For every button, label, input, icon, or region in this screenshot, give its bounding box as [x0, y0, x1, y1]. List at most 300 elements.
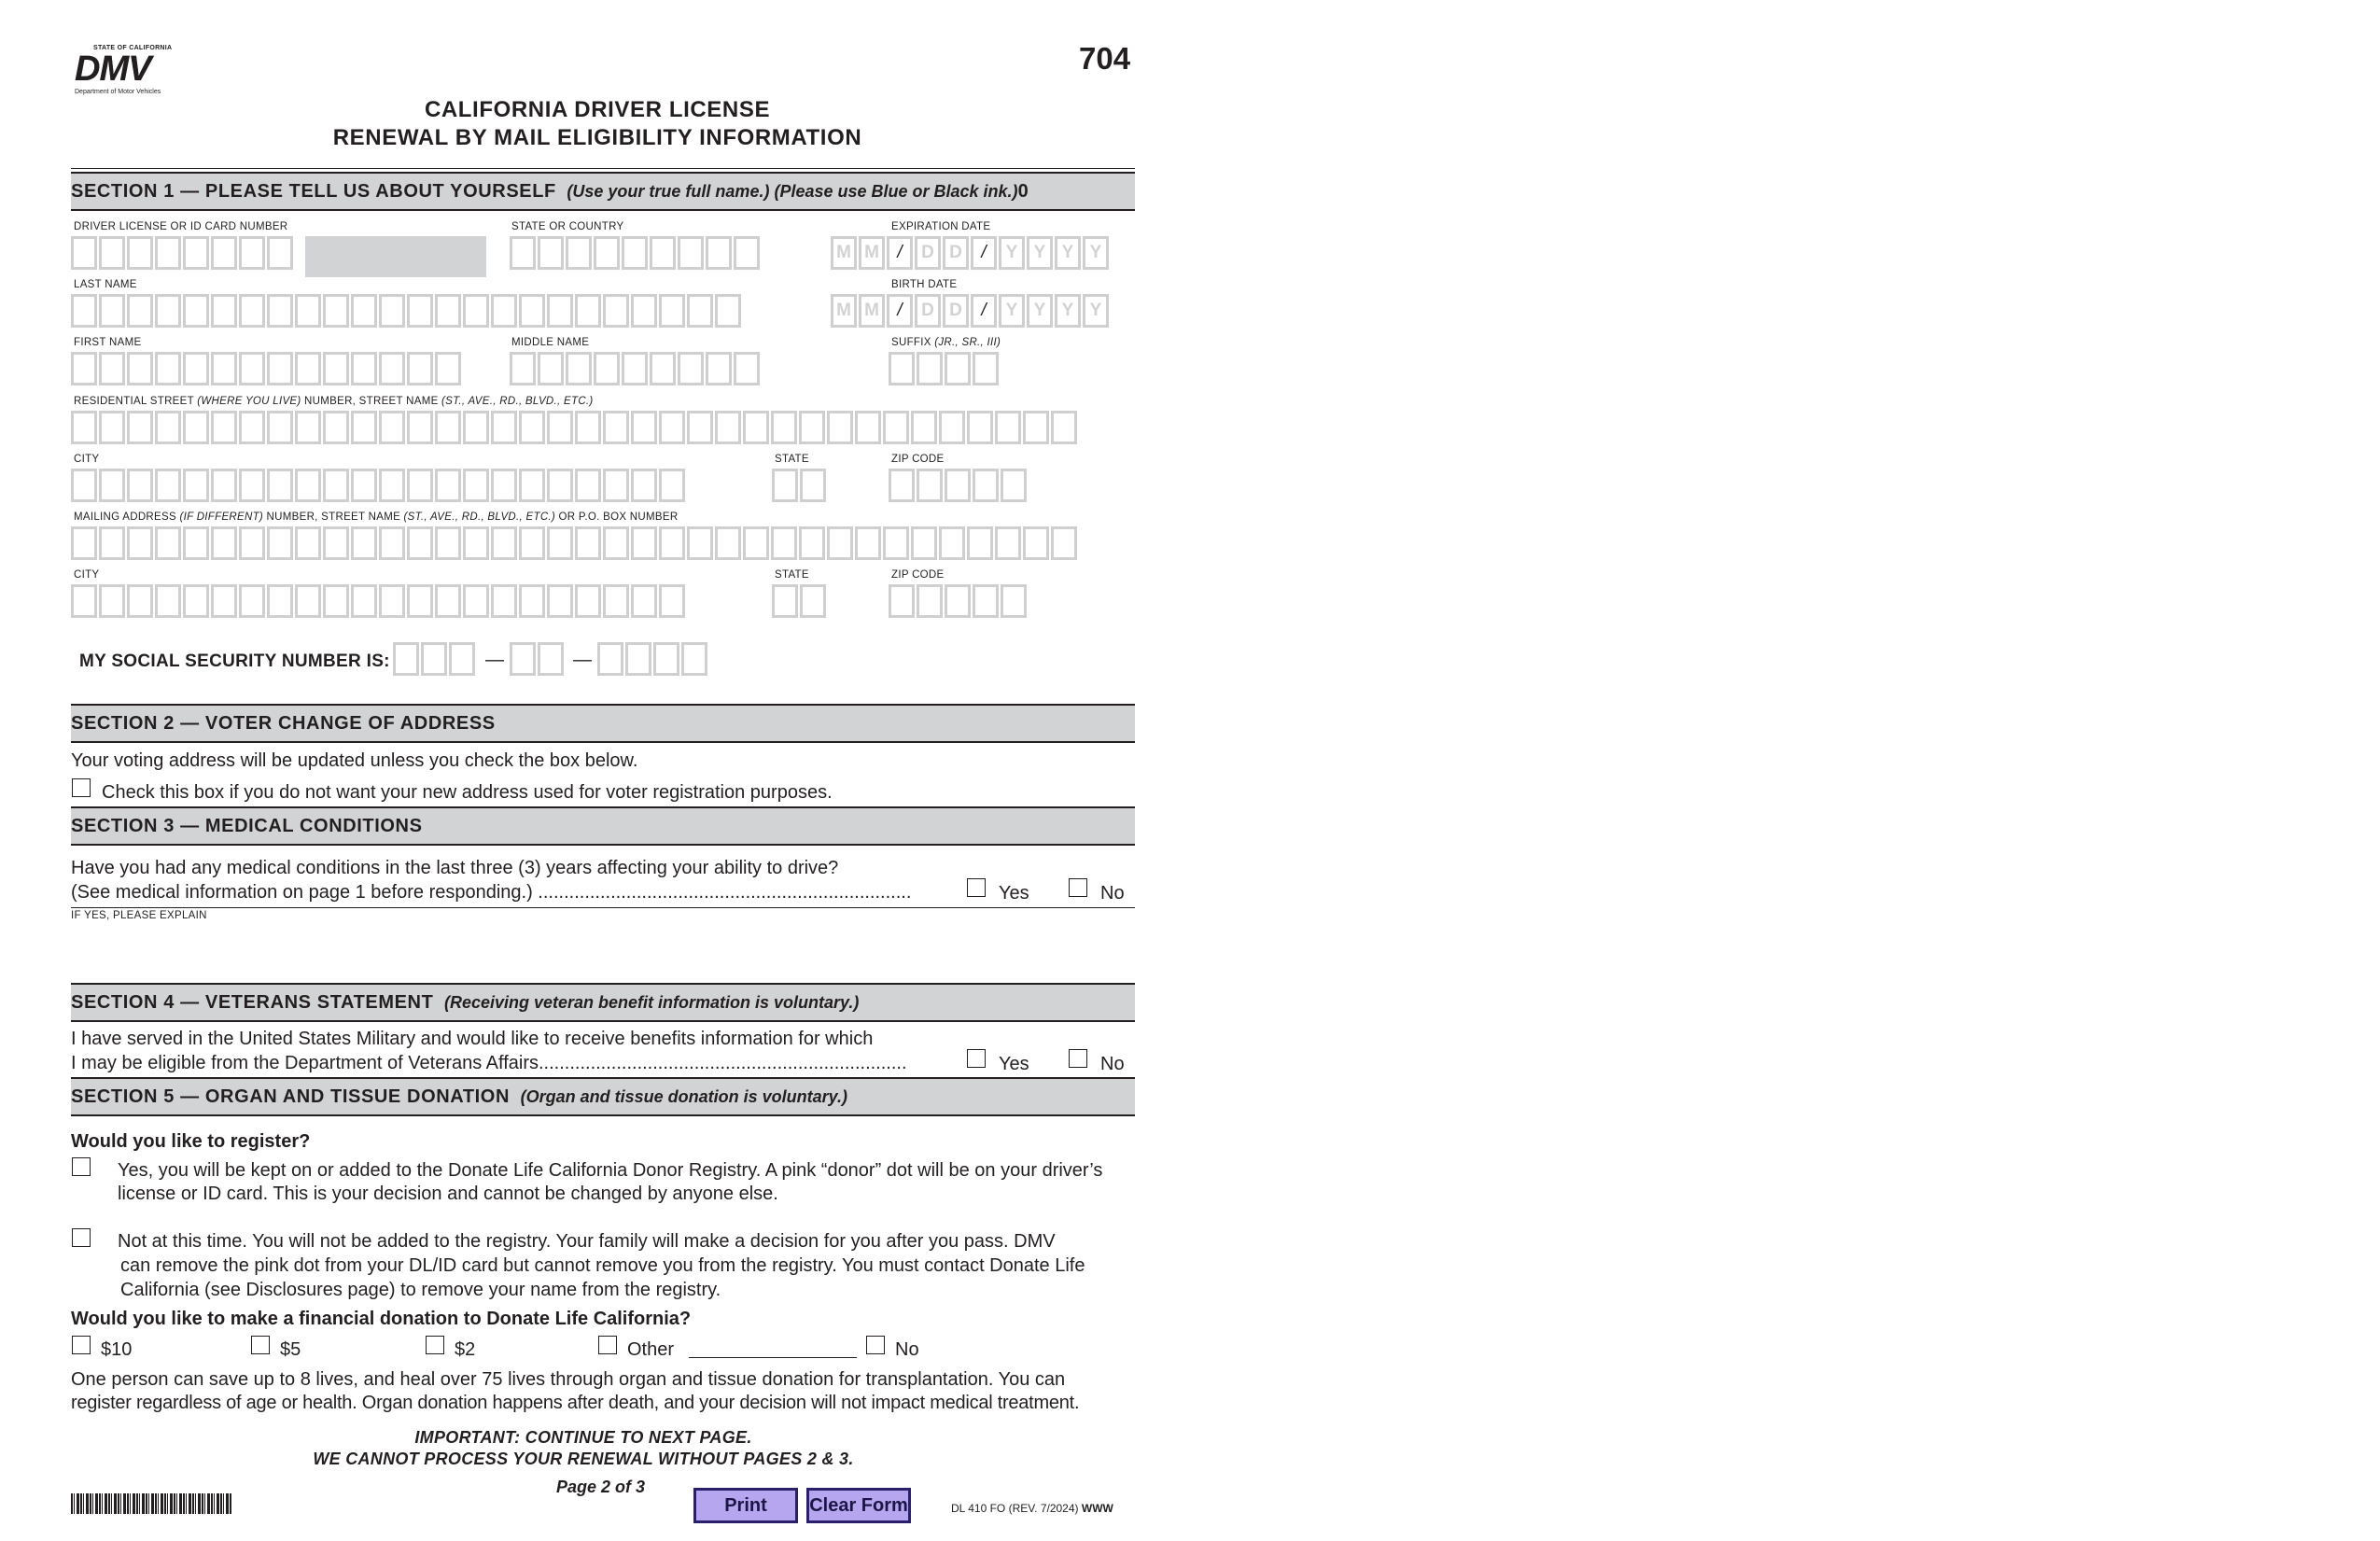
- char-box[interactable]: [323, 469, 349, 502]
- char-box[interactable]: [855, 526, 881, 560]
- residential-label-part: RESIDENTIAL STREET: [74, 396, 198, 407]
- mailing-state-label: STATE: [775, 569, 809, 581]
- char-box[interactable]: [295, 526, 321, 560]
- mailing-address-input[interactable]: [71, 526, 1077, 560]
- char-box[interactable]: [687, 526, 713, 560]
- last-name-label: LAST NAME: [74, 279, 137, 290]
- char-box[interactable]: [155, 411, 181, 444]
- char-box[interactable]: [939, 411, 965, 444]
- char-box[interactable]: [211, 584, 237, 618]
- char-box[interactable]: [379, 352, 405, 385]
- middle-name-input[interactable]: [510, 352, 760, 385]
- char-box[interactable]: [800, 584, 826, 618]
- date-separator: /: [971, 294, 997, 328]
- char-box[interactable]: [743, 411, 769, 444]
- date-char-box[interactable]: Y: [1055, 294, 1081, 328]
- char-box[interactable]: [183, 411, 209, 444]
- date-char-box[interactable]: M: [831, 294, 857, 328]
- char-box[interactable]: [973, 584, 999, 618]
- char-box[interactable]: [71, 584, 97, 618]
- char-box[interactable]: [351, 526, 377, 560]
- suffix-label: [891, 337, 1001, 348]
- char-box[interactable]: [917, 584, 943, 618]
- char-box[interactable]: [594, 236, 620, 270]
- char-box[interactable]: [239, 411, 265, 444]
- char-box[interactable]: [547, 584, 573, 618]
- date-char-box[interactable]: M: [831, 236, 857, 270]
- char-box[interactable]: [211, 236, 237, 270]
- char-box[interactable]: [883, 411, 909, 444]
- char-box[interactable]: [463, 526, 489, 560]
- mailing-zip-input[interactable]: [889, 584, 1027, 618]
- donation-10-checkbox[interactable]: [72, 1336, 91, 1354]
- char-box[interactable]: [323, 584, 349, 618]
- char-box[interactable]: [295, 294, 321, 328]
- char-box[interactable]: [622, 352, 648, 385]
- date-char-box[interactable]: Y: [1027, 236, 1053, 270]
- char-box[interactable]: [1023, 411, 1049, 444]
- char-box[interactable]: [379, 526, 405, 560]
- char-box[interactable]: [622, 236, 648, 270]
- donation-5-checkbox[interactable]: [251, 1336, 270, 1354]
- char-box[interactable]: [631, 294, 657, 328]
- section2-header: [71, 704, 1135, 743]
- medical-yes-checkbox[interactable]: [967, 878, 986, 897]
- char-box[interactable]: [995, 411, 1021, 444]
- ssn-input-part3[interactable]: [597, 642, 707, 676]
- date-char-box[interactable]: D: [915, 236, 941, 270]
- char-box[interactable]: [603, 584, 629, 618]
- donation-other-amount-field[interactable]: [689, 1342, 857, 1358]
- char-box[interactable]: [267, 236, 293, 270]
- expiration-date-input[interactable]: [831, 236, 1109, 270]
- char-box[interactable]: [917, 352, 943, 385]
- char-box[interactable]: [799, 411, 825, 444]
- date-char-box[interactable]: M: [859, 294, 885, 328]
- char-box[interactable]: [239, 526, 265, 560]
- char-box[interactable]: [519, 584, 545, 618]
- section4-title: SECTION 4 — VETERANS STATEMENT: [71, 992, 434, 1013]
- char-box[interactable]: [631, 584, 657, 618]
- char-box[interactable]: [267, 411, 293, 444]
- char-box[interactable]: [239, 236, 265, 270]
- char-box[interactable]: [99, 352, 125, 385]
- char-box[interactable]: [575, 469, 601, 502]
- char-box[interactable]: [594, 352, 620, 385]
- char-box[interactable]: [995, 526, 1021, 560]
- char-box[interactable]: [351, 584, 377, 618]
- char-box[interactable]: [547, 526, 573, 560]
- char-box[interactable]: [547, 469, 573, 502]
- char-box[interactable]: [435, 352, 461, 385]
- char-box[interactable]: [379, 469, 405, 502]
- donation-10-label: $10: [101, 1339, 133, 1360]
- mailing-state-input[interactable]: [772, 584, 826, 618]
- char-box[interactable]: [678, 352, 704, 385]
- char-box[interactable]: [155, 236, 181, 270]
- char-box[interactable]: [295, 352, 321, 385]
- dl-number-label: DRIVER LICENSE OR ID CARD NUMBER: [74, 221, 288, 232]
- donation-2-label: $2: [455, 1339, 476, 1360]
- mailing-label-part: (IF DIFFERENT): [179, 511, 264, 523]
- char-box[interactable]: [183, 584, 209, 618]
- medical-no-checkbox[interactable]: [1069, 878, 1087, 897]
- mailing-zip-label: ZIP CODE: [891, 569, 945, 581]
- char-box[interactable]: [379, 584, 405, 618]
- date-char-box[interactable]: Y: [1083, 236, 1109, 270]
- date-char-box[interactable]: M: [859, 236, 885, 270]
- char-box[interactable]: [687, 294, 713, 328]
- donation-no-checkbox[interactable]: [866, 1336, 885, 1354]
- char-box[interactable]: [681, 642, 707, 676]
- date-char-box[interactable]: D: [915, 294, 941, 328]
- char-box[interactable]: [267, 584, 293, 618]
- char-box[interactable]: [71, 294, 97, 328]
- voter-opt-out-label: Check this box if you do not want your new address used for voter registration purposes.: [102, 782, 833, 803]
- char-box[interactable]: [99, 294, 125, 328]
- char-box[interactable]: [510, 236, 536, 270]
- medical-question-line2: (See medical information on page 1 before responding.) ........................................................................: [71, 882, 912, 903]
- char-box[interactable]: [379, 411, 405, 444]
- char-box[interactable]: [407, 584, 433, 618]
- char-box[interactable]: [183, 352, 209, 385]
- date-char-box[interactable]: Y: [1055, 236, 1081, 270]
- char-box[interactable]: [295, 584, 321, 618]
- mailing-label-part: NUMBER, STREET NAME: [263, 511, 404, 523]
- char-box[interactable]: [407, 411, 433, 444]
- suffix-label-text: SUFFIX: [891, 337, 931, 348]
- char-box[interactable]: [71, 236, 97, 270]
- char-box[interactable]: [71, 411, 97, 444]
- char-box[interactable]: [155, 469, 181, 502]
- char-box[interactable]: [889, 584, 915, 618]
- char-box[interactable]: [99, 526, 125, 560]
- char-box[interactable]: [519, 411, 545, 444]
- city-input[interactable]: [71, 469, 685, 502]
- medical-no-label: No: [1100, 883, 1125, 904]
- char-box[interactable]: [547, 294, 573, 328]
- char-box[interactable]: [967, 411, 993, 444]
- date-char-box[interactable]: Y: [999, 236, 1025, 270]
- state-country-input[interactable]: [510, 236, 760, 270]
- ssn-input-part2[interactable]: [510, 642, 564, 676]
- char-box[interactable]: [183, 236, 209, 270]
- char-box[interactable]: [295, 411, 321, 444]
- char-box[interactable]: [917, 469, 943, 502]
- char-box[interactable]: [155, 584, 181, 618]
- char-box[interactable]: [449, 642, 475, 676]
- char-box[interactable]: [463, 411, 489, 444]
- char-box[interactable]: [734, 352, 760, 385]
- medical-explain-label: IF YES, PLEASE EXPLAIN: [71, 910, 207, 921]
- veterans-yes-checkbox[interactable]: [967, 1049, 986, 1068]
- suffix-input[interactable]: [889, 352, 999, 385]
- mailing-city-input[interactable]: [71, 584, 685, 618]
- ssn-label: MY SOCIAL SECURITY NUMBER IS:: [79, 651, 390, 671]
- char-box[interactable]: [463, 584, 489, 618]
- char-box[interactable]: [491, 294, 517, 328]
- veterans-line2: I may be eligible from the Department of Veterans Affairs.......................................................................: [71, 1053, 907, 1073]
- char-box[interactable]: [99, 469, 125, 502]
- char-box[interactable]: [855, 411, 881, 444]
- char-box[interactable]: [653, 642, 679, 676]
- first-name-input[interactable]: [71, 352, 461, 385]
- char-box[interactable]: [706, 352, 732, 385]
- char-box[interactable]: [239, 294, 265, 328]
- clear-form-button[interactable]: Clear Form: [806, 1488, 911, 1523]
- char-box[interactable]: [575, 411, 601, 444]
- section3-title: SECTION 3 — MEDICAL CONDITIONS: [71, 816, 423, 836]
- char-box[interactable]: [99, 584, 125, 618]
- date-char-box[interactable]: Y: [1083, 294, 1109, 328]
- char-box[interactable]: [183, 469, 209, 502]
- char-box[interactable]: [510, 352, 536, 385]
- char-box[interactable]: [491, 469, 517, 502]
- char-box[interactable]: [883, 526, 909, 560]
- char-box[interactable]: [889, 352, 915, 385]
- char-box[interactable]: [183, 294, 209, 328]
- char-box[interactable]: [351, 411, 377, 444]
- char-box[interactable]: [323, 411, 349, 444]
- birth-date-label: BIRTH DATE: [891, 279, 958, 290]
- date-char-box[interactable]: Y: [999, 294, 1025, 328]
- dl-number-input[interactable]: [71, 236, 293, 270]
- char-box[interactable]: [155, 526, 181, 560]
- char-box[interactable]: [603, 294, 629, 328]
- char-box[interactable]: [239, 584, 265, 618]
- char-box[interactable]: [211, 469, 237, 502]
- char-box[interactable]: [650, 352, 676, 385]
- medical-explain-field[interactable]: [71, 924, 1135, 980]
- char-box[interactable]: [267, 526, 293, 560]
- ssn-dash-2: —: [573, 650, 592, 670]
- char-box[interactable]: [71, 469, 97, 502]
- char-box[interactable]: [575, 294, 601, 328]
- char-box[interactable]: [827, 526, 853, 560]
- char-box[interactable]: [911, 411, 937, 444]
- register-question: Would you like to register?: [71, 1131, 311, 1152]
- char-box[interactable]: [407, 526, 433, 560]
- char-box[interactable]: [771, 526, 797, 560]
- char-box[interactable]: [71, 526, 97, 560]
- char-box[interactable]: [127, 526, 153, 560]
- char-box[interactable]: [625, 642, 651, 676]
- char-box[interactable]: [127, 411, 153, 444]
- section4-header: [71, 983, 1135, 1022]
- donor-no-checkbox[interactable]: [72, 1228, 91, 1247]
- char-box[interactable]: [519, 294, 545, 328]
- char-box[interactable]: [687, 411, 713, 444]
- char-box[interactable]: [239, 352, 265, 385]
- char-box[interactable]: [659, 294, 685, 328]
- veterans-no-checkbox[interactable]: [1069, 1049, 1087, 1068]
- char-box[interactable]: [491, 526, 517, 560]
- char-box[interactable]: [393, 642, 419, 676]
- section3-header: [71, 806, 1135, 846]
- char-box[interactable]: [715, 411, 741, 444]
- char-box[interactable]: [566, 352, 592, 385]
- char-box[interactable]: [211, 411, 237, 444]
- char-box[interactable]: [566, 236, 592, 270]
- char-box[interactable]: [911, 526, 937, 560]
- char-box[interactable]: [211, 526, 237, 560]
- char-box[interactable]: [603, 411, 629, 444]
- char-box[interactable]: [211, 352, 237, 385]
- form-id-text: DL 410 FO (REV. 7/2024): [951, 1502, 1079, 1515]
- char-box[interactable]: [1051, 411, 1077, 444]
- char-box[interactable]: [323, 352, 349, 385]
- voter-info-text: Your voting address will be updated unless you check the box below.: [71, 750, 638, 771]
- date-separator: /: [887, 294, 913, 328]
- char-box[interactable]: [351, 352, 377, 385]
- form-id: [951, 1502, 1113, 1515]
- char-box[interactable]: [519, 526, 545, 560]
- char-box[interactable]: [603, 526, 629, 560]
- char-box[interactable]: [1001, 469, 1027, 502]
- residential-street-input[interactable]: [71, 411, 1077, 444]
- char-box[interactable]: [155, 294, 181, 328]
- char-box[interactable]: [973, 352, 999, 385]
- donation-2-checkbox[interactable]: [426, 1336, 444, 1354]
- char-box[interactable]: [678, 236, 704, 270]
- char-box[interactable]: [631, 526, 657, 560]
- char-box[interactable]: [575, 526, 601, 560]
- char-box[interactable]: [799, 526, 825, 560]
- char-box[interactable]: [127, 469, 153, 502]
- section1-note-tail: 0: [1017, 181, 1029, 202]
- last-name-input[interactable]: [71, 294, 741, 328]
- char-box[interactable]: [323, 526, 349, 560]
- char-box[interactable]: [407, 294, 433, 328]
- char-box[interactable]: [435, 526, 461, 560]
- char-box[interactable]: [939, 526, 965, 560]
- birth-date-input[interactable]: [831, 294, 1109, 328]
- char-box[interactable]: [239, 469, 265, 502]
- char-box[interactable]: [421, 642, 447, 676]
- date-separator: /: [971, 236, 997, 270]
- char-box[interactable]: [435, 584, 461, 618]
- char-box[interactable]: [597, 642, 623, 676]
- char-box[interactable]: [127, 352, 153, 385]
- char-box[interactable]: [945, 469, 971, 502]
- char-box[interactable]: [1001, 584, 1027, 618]
- char-box[interactable]: [945, 584, 971, 618]
- char-box[interactable]: [706, 236, 732, 270]
- char-box[interactable]: [323, 294, 349, 328]
- char-box[interactable]: [734, 236, 760, 270]
- char-box[interactable]: [659, 584, 685, 618]
- char-box[interactable]: [155, 352, 181, 385]
- char-box[interactable]: [99, 411, 125, 444]
- char-box[interactable]: [295, 469, 321, 502]
- char-box[interactable]: [771, 411, 797, 444]
- char-box[interactable]: [547, 411, 573, 444]
- char-box[interactable]: [772, 469, 798, 502]
- char-box[interactable]: [71, 352, 97, 385]
- date-char-box[interactable]: D: [943, 236, 969, 270]
- char-box[interactable]: [435, 411, 461, 444]
- char-box[interactable]: [945, 352, 971, 385]
- char-box[interactable]: [538, 236, 564, 270]
- form-title-line1: CALIFORNIA DRIVER LICENSE: [424, 97, 771, 122]
- char-box[interactable]: [127, 294, 153, 328]
- char-box[interactable]: [650, 236, 676, 270]
- char-box[interactable]: [800, 469, 826, 502]
- char-box[interactable]: [127, 584, 153, 618]
- residential-street-label: [74, 396, 594, 407]
- char-box[interactable]: [127, 236, 153, 270]
- important-line1: IMPORTANT: CONTINUE TO NEXT PAGE.: [414, 1428, 752, 1447]
- char-box[interactable]: [538, 642, 564, 676]
- char-box[interactable]: [351, 294, 377, 328]
- logo-mark: DMV: [75, 49, 151, 89]
- char-box[interactable]: [351, 469, 377, 502]
- donation-5-label: $5: [280, 1339, 301, 1360]
- char-box[interactable]: [631, 411, 657, 444]
- char-box[interactable]: [99, 236, 125, 270]
- print-button[interactable]: Print: [693, 1488, 798, 1523]
- char-box[interactable]: [519, 469, 545, 502]
- char-box[interactable]: [267, 469, 293, 502]
- zip-code-input[interactable]: [889, 469, 1027, 502]
- char-box[interactable]: [772, 584, 798, 618]
- char-box[interactable]: [827, 411, 853, 444]
- char-box[interactable]: [889, 469, 915, 502]
- logo-dept-text: Department of Motor Vehicles: [75, 89, 161, 95]
- char-box[interactable]: [973, 469, 999, 502]
- char-box[interactable]: [510, 642, 536, 676]
- char-box[interactable]: [407, 469, 433, 502]
- char-box[interactable]: [1051, 526, 1077, 560]
- char-box[interactable]: [659, 526, 685, 560]
- voter-opt-out-checkbox[interactable]: [72, 778, 91, 797]
- char-box[interactable]: [967, 526, 993, 560]
- char-box[interactable]: [575, 584, 601, 618]
- char-box[interactable]: [538, 352, 564, 385]
- char-box[interactable]: [407, 352, 433, 385]
- state-input[interactable]: [772, 469, 826, 502]
- suffix-note: (JR., SR., III): [934, 337, 1001, 348]
- char-box[interactable]: [463, 469, 489, 502]
- char-box[interactable]: [211, 294, 237, 328]
- char-box[interactable]: [659, 411, 685, 444]
- char-box[interactable]: [435, 294, 461, 328]
- donation-other-checkbox[interactable]: [598, 1336, 617, 1354]
- char-box[interactable]: [715, 526, 741, 560]
- char-box[interactable]: [1023, 526, 1049, 560]
- char-box[interactable]: [463, 294, 489, 328]
- char-box[interactable]: [603, 469, 629, 502]
- char-box[interactable]: [715, 294, 741, 328]
- medical-divider: [71, 907, 1135, 908]
- char-box[interactable]: [183, 526, 209, 560]
- char-box[interactable]: [491, 584, 517, 618]
- char-box[interactable]: [743, 526, 769, 560]
- ssn-input-part1[interactable]: [393, 642, 475, 676]
- form-number: 704: [1079, 41, 1131, 76]
- char-box[interactable]: [379, 294, 405, 328]
- date-char-box[interactable]: Y: [1027, 294, 1053, 328]
- char-box[interactable]: [267, 294, 293, 328]
- organ-info-line1: One person can save up to 8 lives, and heal over 75 lives through organ and tissue donation for transplantation. You can: [71, 1369, 1066, 1390]
- char-box[interactable]: [435, 469, 461, 502]
- date-char-box[interactable]: D: [943, 294, 969, 328]
- char-box[interactable]: [659, 469, 685, 502]
- donor-yes-checkbox[interactable]: [72, 1157, 91, 1176]
- char-box[interactable]: [491, 411, 517, 444]
- char-box[interactable]: [267, 352, 293, 385]
- char-box[interactable]: [631, 469, 657, 502]
